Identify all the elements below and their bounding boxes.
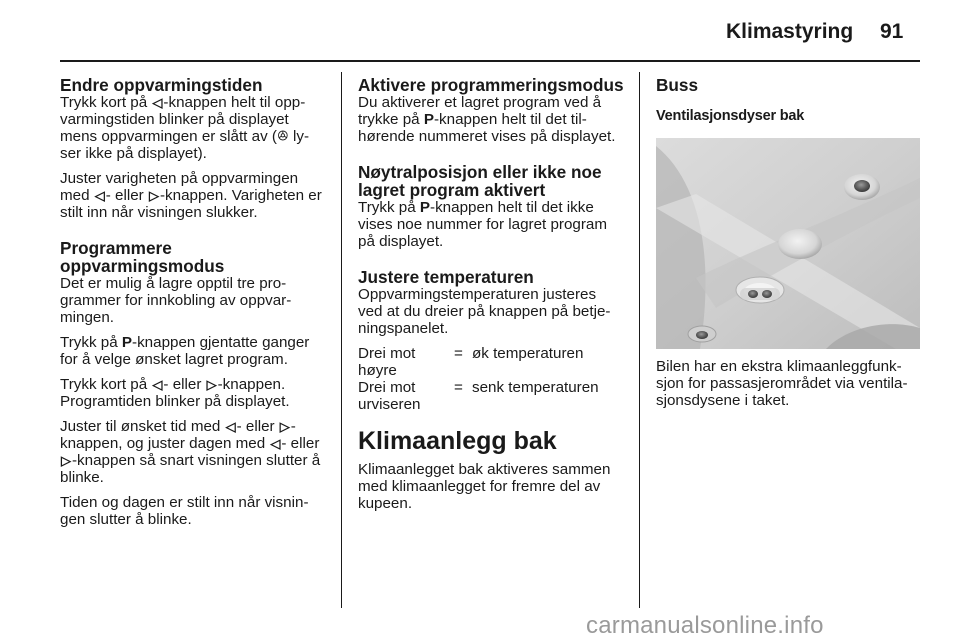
- column-1: [60, 76, 325, 528]
- paragraph: Det er mulig å lagre opptil tre programmer for innkobling av oppvarmingen.: [60, 275, 292, 326]
- right-arrow-icon: ▷: [61, 453, 71, 468]
- paragraph: Oppvarmingstemperaturen justeres ved at du dreier på knappen på betjeningspanelet.: [358, 286, 611, 337]
- paragraph: Trykk kort på ◁- eller ▷-knappen. Programtiden blinker på displayet.: [60, 376, 290, 410]
- section-heading: Aktivere programmeringsmodus: [358, 75, 624, 95]
- paragraph: Juster varigheten på oppvarmingen med ◁- eller ▷-knappen. Varigheten er stilt inn når visningen slukker.: [60, 170, 322, 221]
- p-key-label: P: [423, 111, 434, 128]
- watermark: carmanualsonline.info: [586, 612, 824, 639]
- subsection-heading: Ventilasjonsdyser bak: [656, 108, 805, 124]
- p-key-label: P: [121, 334, 133, 351]
- section-heading: Justere temperaturen: [358, 267, 534, 287]
- definition-term: Drei mot urviseren: [358, 379, 421, 413]
- left-arrow-icon: ◁: [152, 95, 163, 110]
- paragraph: Tiden og dagen er stilt inn når visningen slutter å blinke.: [60, 494, 309, 528]
- right-arrow-icon: ▷: [279, 419, 290, 434]
- ceiling-vents-photo: [656, 138, 920, 349]
- definition-term: Drei mot høyre: [358, 345, 416, 379]
- chapter-heading: Klimaanlegg bak: [358, 427, 557, 455]
- definition-list: [358, 345, 624, 413]
- left-arrow-icon: ◁: [270, 436, 281, 451]
- definition-description: øk temperaturen: [472, 345, 584, 362]
- paragraph: Juster til ønsket tid med ◁- eller ▷-knappen, og juster dagen med ◁- eller ▷-knappen så snart visningen slutter å blinke.: [60, 418, 321, 486]
- paragraph: Du aktiverer et lagret program ved å trykke på P-knappen helt til det tilhørende nummeret vises på displayet.: [358, 94, 616, 145]
- definition-row: [358, 379, 624, 413]
- section-heading: Nøytralposisjon eller ikke noe lagret program aktivert: [358, 162, 602, 200]
- header-rule: [60, 60, 920, 62]
- definition-description: senk temperaturen: [472, 379, 599, 396]
- column-3: [656, 76, 922, 409]
- paragraph: Trykk kort på ◁-knappen helt til oppvarmingstiden blinker på displayet mens oppvarmingen er slått av (ꔮ lyser ikke på displayet).: [60, 94, 310, 162]
- equals-sign: =: [454, 379, 463, 396]
- left-arrow-icon: ◁: [152, 377, 163, 392]
- column-2: [358, 76, 624, 512]
- p-key-label: P: [419, 199, 431, 216]
- page-title: Klimastyring: [726, 20, 854, 43]
- heater-icon: ꔮ: [276, 128, 289, 145]
- definition-row: [358, 345, 624, 379]
- paragraph: Klimaanlegget bak aktiveres sammen med klimaanlegget for fremre del av kupeen.: [358, 461, 611, 512]
- left-arrow-icon: ◁: [94, 188, 105, 203]
- right-arrow-icon: ▷: [206, 377, 217, 392]
- column-divider: [341, 72, 342, 608]
- paragraph: Trykk på P-knappen helt til det ikke vises noe nummer for lagret program på displayet.: [358, 199, 608, 250]
- right-arrow-icon: ▷: [148, 188, 159, 203]
- column-divider: [639, 72, 640, 608]
- paragraph: Trykk på P-knappen gjentatte ganger for å velge ønsket lagret program.: [60, 334, 310, 368]
- section-heading: Buss: [656, 75, 699, 95]
- section-heading: Endre oppvarmingstiden: [60, 75, 263, 95]
- paragraph: Bilen har en ekstra klimaanleggfunksjon for passasjerområdet via ventilasjonsdysene i taket.: [656, 358, 908, 409]
- section-heading: Programmere oppvarmingsmodus: [60, 238, 225, 276]
- equals-sign: =: [454, 345, 463, 362]
- page-number: 91: [880, 20, 904, 43]
- left-arrow-icon: ◁: [225, 419, 236, 434]
